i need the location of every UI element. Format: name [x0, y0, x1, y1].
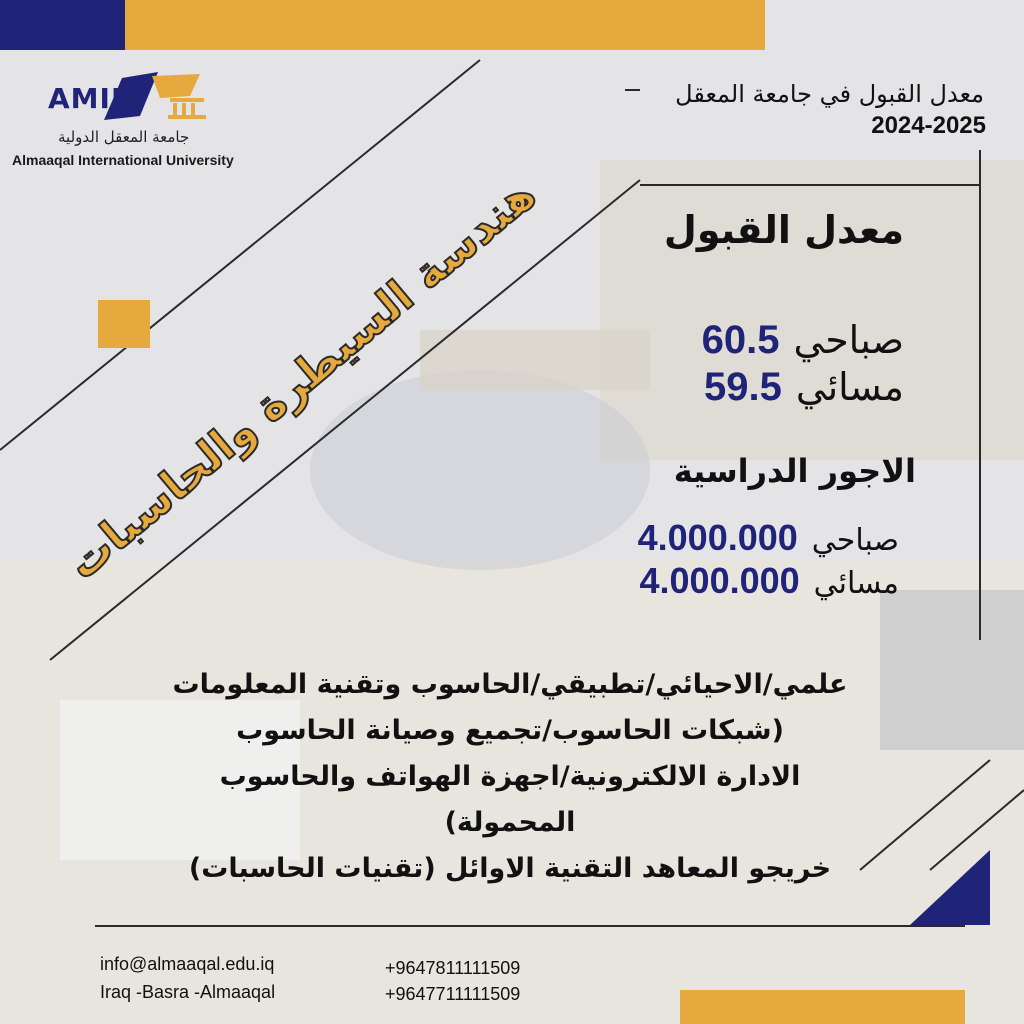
footer-divider — [95, 925, 965, 927]
evening-label: مسائي — [795, 365, 904, 409]
logo-wordmark: AMIU — [48, 82, 135, 115]
accepted-programs — [150, 662, 870, 892]
evening-rate-row — [704, 365, 904, 410]
top-navy-bar — [0, 0, 125, 50]
morning-fee-row — [638, 517, 899, 559]
evening-fee-label: مسائي — [813, 566, 899, 601]
navy-triangle — [910, 850, 990, 930]
department-title-block — [55, 145, 575, 590]
academic-year: 2024-2025 — [871, 112, 986, 139]
phone-link[interactable]: +9647711111509 — [385, 984, 521, 1004]
university-name-ar: جامعة المعقل الدولية — [58, 128, 190, 146]
contact-info-right — [385, 955, 520, 1007]
page-title: معدل القبول في جامعة المعقل — [675, 80, 984, 108]
morning-label: صباحي — [793, 318, 904, 362]
top-gold-bar — [125, 0, 765, 50]
morning-rate-row — [702, 318, 904, 363]
morning-fee-label: صباحي — [811, 523, 899, 558]
university-name-en: Almaaqal International University — [12, 152, 234, 168]
program-line: خريجو المعاهد التقنية الاوائل (تقنيات الحاسبات) — [188, 853, 832, 884]
address-text: Iraq -Basra -Almaaqal — [100, 982, 276, 1002]
morning-fee-value: 4.000.000 — [637, 517, 798, 558]
evening-fee-row — [640, 560, 899, 602]
evening-fee-value: 4.000.000 — [639, 560, 800, 601]
contact-info-left — [100, 950, 275, 1006]
email-link[interactable]: info@almaaqal.edu.iq — [100, 954, 275, 974]
program-line: الادارة الالكترونية/اجهزة الهواتف والحاسوب المحمولة) — [219, 761, 801, 838]
morning-rate-value: 60.5 — [701, 318, 780, 362]
department-title: هندسة السيطرة والحاسبات — [57, 168, 546, 590]
bottom-gold-bar — [680, 990, 965, 1024]
admission-rate-heading: معدل القبول — [663, 208, 904, 252]
phone-link[interactable]: +9647811111509 — [385, 958, 521, 978]
program-line: علمي/الاحيائي/تطبيقي/الحاسوب وتقنية المعلومات — [172, 669, 848, 700]
program-line: (شبكات الحاسوب/تجميع وصيانة الحاسوب — [236, 715, 784, 746]
evening-rate-value: 59.5 — [704, 365, 782, 409]
tuition-fees-heading: الاجور الدراسية — [673, 452, 916, 490]
